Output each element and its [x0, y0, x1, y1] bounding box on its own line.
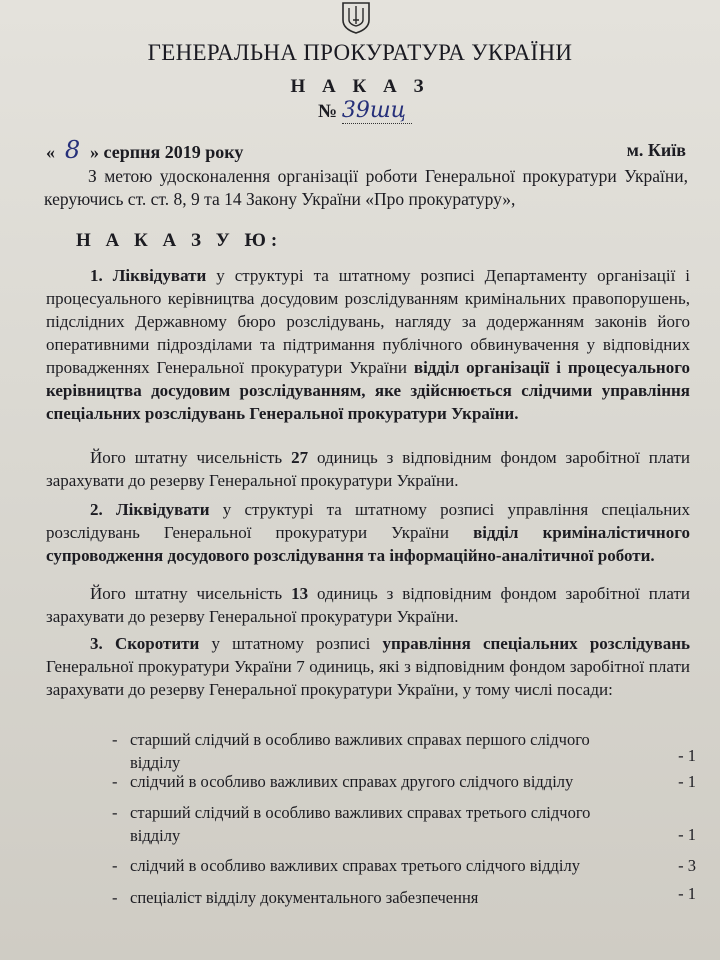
item-1-staff-post: одиниць з відповідним фондом заробітної плати зарахувати до резерву Генеральної прокуратури України. [46, 448, 690, 490]
item-1-bold: відділ організації і процесуального керівництва досудовим розслідуванням, яке здійснюється слідчими управління спеціальних розслідувань Генеральної прокуратури України. [46, 358, 690, 423]
list-item [112, 854, 696, 877]
document-type: Н А К А З [290, 76, 430, 97]
item-2-number: 2. [90, 500, 116, 519]
date-open-quote: « [46, 142, 55, 162]
item-2 [46, 498, 690, 567]
item-2-text: у структурі та штатному розписі управління спеціальних розслідувань Генеральної прокуратури України [46, 500, 690, 542]
item-2-verb: Ліквідувати [115, 500, 210, 519]
item-1-verb: Ліквідувати [112, 266, 207, 285]
position-count: - 1 [678, 772, 696, 791]
order-heading: Н А К А З У Ю: [76, 230, 283, 251]
item-2-staff [46, 582, 690, 628]
item-2-staff-count: 13 [291, 584, 309, 603]
order-number [318, 98, 412, 124]
position-title: спеціаліст відділу документального забезпечення [130, 888, 479, 907]
position-count: - 3 [678, 856, 696, 875]
intro-paragraph: З метою удосконалення організації роботи Генеральної прокуратури України, керуючись ст. ст. 8, 9 та 14 Закону України «Про прокуратуру», [44, 166, 688, 209]
item-3-number: 3. [90, 634, 115, 653]
item-2-staff-post: одиниць з відповідним фондом заробітної плати зарахувати до резерву Генеральної прокуратури України. [46, 584, 690, 626]
position-count: - 1 [678, 825, 696, 844]
item-1-number: 1. [90, 266, 113, 285]
item-1-staff [46, 446, 690, 492]
item-3 [46, 632, 690, 701]
list-item [112, 728, 696, 774]
item-1-staff-count: 27 [291, 448, 309, 467]
item-2-staff-pre: Його штатну чисельність [90, 584, 292, 603]
handwritten-day: 8 [64, 136, 81, 164]
position-title: слідчий в особливо важливих справах третього слідчого відділу [130, 856, 580, 875]
list-item [112, 801, 696, 847]
date-line [46, 136, 686, 164]
item-3-rest: Генеральної прокуратури України 7 одиниць, які з відповідним фондом заробітної плати зарахувати до резерву Генеральної прокуратури України, у тому числі посади: [46, 657, 690, 699]
list-dash: - [112, 888, 118, 907]
organization-title: ГЕНЕРАЛЬНА ПРОКУРАТУРА УКРАЇНИ [147, 40, 573, 65]
date-month-year: » серпня 2019 року [90, 142, 244, 162]
item-3-verb: Скоротити [114, 634, 200, 653]
item-1 [46, 264, 690, 425]
item-3-text: у штатному розписі [199, 634, 383, 653]
position-count: - 1 [678, 746, 696, 765]
list-dash: - [112, 772, 118, 791]
list-dash: - [112, 803, 118, 822]
position-title: старший слідчий в особливо важливих справах третього слідчого відділу [130, 803, 591, 845]
number-sign: № [318, 101, 338, 122]
position-count: - 1 [678, 884, 696, 903]
list-item [112, 886, 696, 909]
list-item [112, 770, 696, 793]
list-dash: - [112, 730, 118, 749]
list-dash: - [112, 856, 118, 875]
item-1-text: у структурі та штатному розписі Департаменту організації і процесуального керівництва досудовим розслідуванням кримінальних правопорушень, підслідних Державному бюро розслідувань, нагляду за додержанням законів його оперативними підрозділами та підтримання публічного обвинувачення у відповідних провадженнях Генеральної прокуратури України [46, 266, 691, 377]
position-title: слідчий в особливо важливих справах другого слідчого відділу [130, 772, 574, 791]
item-3-bold: управління спеціальних розслідувань [382, 634, 690, 653]
trident-emblem-icon [337, 0, 375, 34]
item-2-bold: відділ криміналістичного супроводження досудового розслідування та інформаційно-аналітичної роботи. [46, 523, 690, 565]
position-title: старший слідчий в особливо важливих справах першого слідчого відділу [130, 730, 590, 772]
city: м. Київ [626, 140, 686, 160]
item-1-staff-pre: Його штатну чисельність [90, 448, 292, 467]
handwritten-number: 39шц [342, 98, 412, 124]
